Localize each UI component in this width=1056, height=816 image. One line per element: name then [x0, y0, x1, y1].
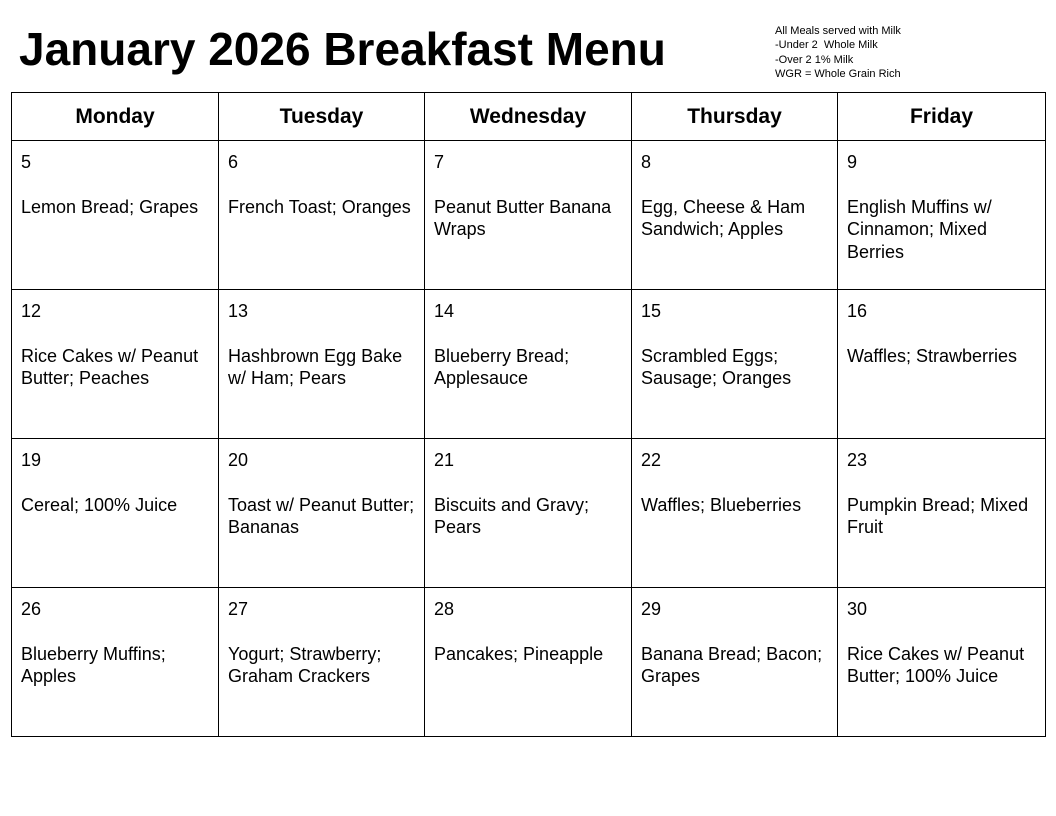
day-number: 13: [228, 301, 249, 321]
meal-text: Banana Bread; Bacon; Grapes: [641, 643, 823, 686]
day-number: 28: [434, 599, 455, 619]
page-title: January 2026 Breakfast Menu: [19, 23, 666, 75]
day-number: 15: [641, 301, 662, 321]
day-cell: [12, 290, 219, 439]
day-cell: [632, 141, 838, 290]
meal-text: Toast w/ Peanut Butter; Bananas: [228, 494, 415, 537]
day-cell: [838, 290, 1046, 439]
day-number: 20: [228, 450, 249, 470]
meal-text: English Muffins w/ Cinnamon; Mixed Berries: [847, 196, 992, 262]
day-number: 5: [21, 152, 32, 172]
day-number: 26: [21, 599, 42, 619]
day-number: 21: [434, 450, 455, 470]
menu-calendar: [11, 92, 1046, 737]
meal-text: Blueberry Muffins; Apples: [21, 643, 166, 686]
day-cell: [632, 588, 838, 737]
day-cell: [219, 141, 425, 290]
meal-text: Hashbrown Egg Bake w/ Ham; Pears: [228, 345, 403, 388]
day-cell: [425, 290, 632, 439]
meal-text: Egg, Cheese & Ham Sandwich; Apples: [641, 196, 806, 239]
day-cell: [838, 141, 1046, 290]
day-number: 12: [21, 301, 42, 321]
note-line: -Under 2 Whole Milk: [775, 39, 878, 52]
day-cell: [425, 588, 632, 737]
meal-text: Biscuits and Gravy; Pears: [434, 494, 590, 537]
meal-text: Rice Cakes w/ Peanut Butter; Peaches: [21, 345, 199, 388]
note-line: -Over 2 1% Milk: [775, 53, 854, 66]
day-number: 7: [434, 152, 445, 172]
day-number: 19: [21, 450, 42, 470]
day-cell: [12, 588, 219, 737]
week-row: [12, 439, 1046, 588]
meal-text: Peanut Butter Banana Wraps: [434, 196, 612, 239]
day-cell: [219, 290, 425, 439]
day-number: 22: [641, 450, 662, 470]
day-header-friday: Friday: [838, 93, 1046, 141]
day-number: 14: [434, 301, 455, 321]
day-number: 27: [228, 599, 249, 619]
day-header-wednesday: Wednesday: [425, 93, 632, 141]
meal-text: Blueberry Bread; Applesauce: [434, 345, 570, 388]
milk-notes: [775, 24, 901, 81]
day-number: 8: [641, 152, 652, 172]
week-row: [12, 141, 1046, 290]
day-header-thursday: Thursday: [632, 93, 838, 141]
day-cell: [219, 439, 425, 588]
meal-text: Pancakes; Pineapple: [434, 643, 604, 664]
day-cell: [425, 439, 632, 588]
meal-text: Scrambled Eggs; Sausage; Oranges: [641, 345, 792, 388]
day-number: 30: [847, 599, 868, 619]
meal-text: Cereal; 100% Juice: [21, 494, 178, 515]
day-number: 9: [847, 152, 858, 172]
day-header-monday: Monday: [12, 93, 219, 141]
week-row: [12, 290, 1046, 439]
meal-text: Lemon Bread; Grapes: [21, 196, 199, 217]
meal-text: French Toast; Oranges: [228, 196, 411, 217]
day-cell: [425, 141, 632, 290]
day-number: 23: [847, 450, 868, 470]
weekday-header-row: [12, 93, 1046, 141]
day-cell: [219, 588, 425, 737]
note-line: WGR = Whole Grain Rich: [775, 67, 901, 80]
day-number: 29: [641, 599, 662, 619]
note-line: All Meals served with Milk: [775, 25, 901, 37]
day-number: 16: [847, 301, 868, 321]
day-number: 6: [228, 152, 239, 172]
day-cell: [12, 141, 219, 290]
day-cell: [838, 439, 1046, 588]
day-cell: [12, 439, 219, 588]
week-row: [12, 588, 1046, 737]
meal-text: Waffles; Strawberries: [847, 345, 1018, 366]
day-cell: [838, 588, 1046, 737]
meal-text: Pumpkin Bread; Mixed Fruit: [847, 494, 1029, 537]
day-cell: [632, 290, 838, 439]
day-header-tuesday: Tuesday: [219, 93, 425, 141]
meal-text: Yogurt; Strawberry; Graham Crackers: [228, 643, 382, 686]
meal-text: Waffles; Blueberries: [641, 494, 802, 515]
day-cell: [632, 439, 838, 588]
meal-text: Rice Cakes w/ Peanut Butter; 100% Juice: [847, 643, 1025, 686]
